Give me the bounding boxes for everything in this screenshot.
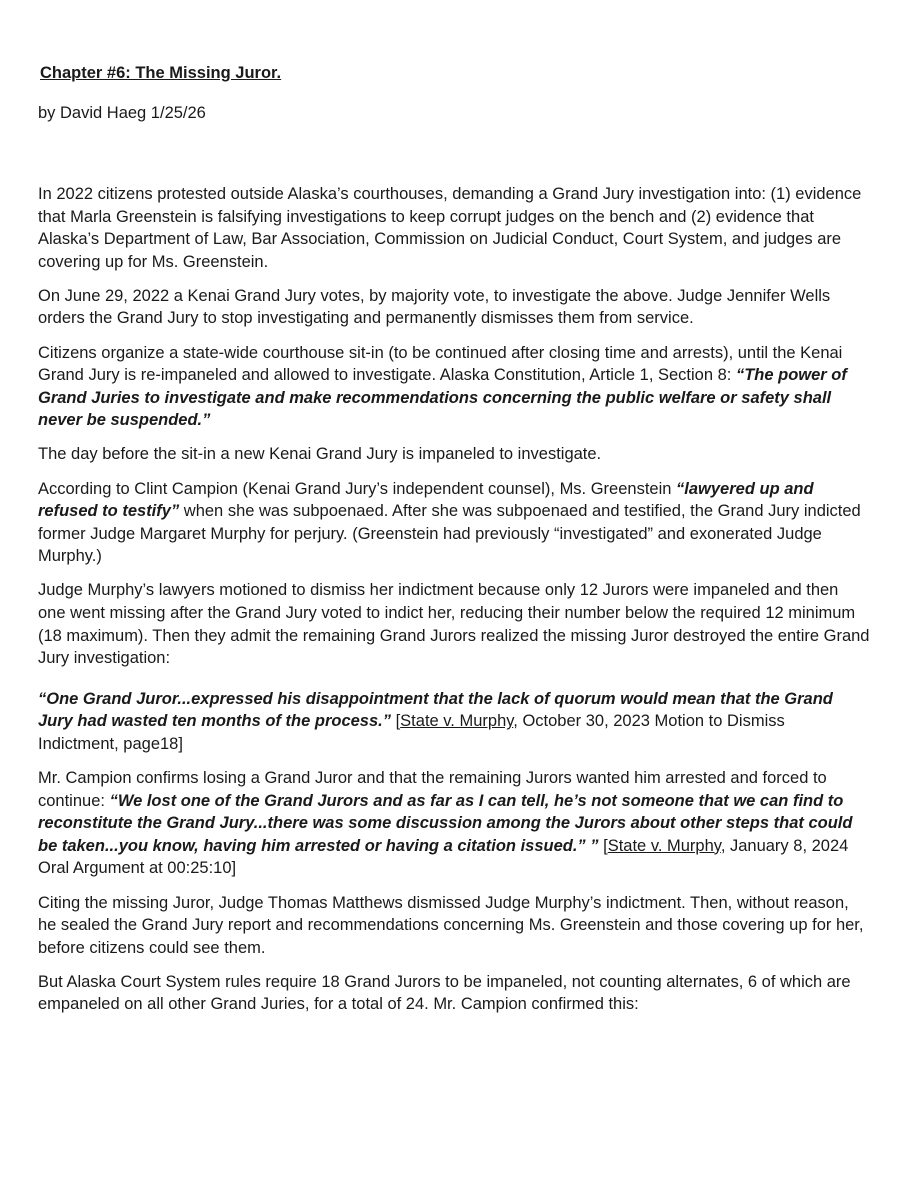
- chapter-title: Chapter #6: The Missing Juror.: [40, 64, 282, 82]
- paragraph-2: On June 29, 2022 a Kenai Grand Jury votes, by majority vote, to investigate the above. Judge Jennifer Wells orders the Grand Jury to stop investigating and permanently dismisses them from service.: [38, 286, 831, 328]
- paragraph-5-text-a: According to Clint Campion (Kenai Grand Jury’s independent counsel), Ms. Greenstein: [38, 479, 677, 498]
- paragraph-4: The day before the sit-in a new Kenai Grand Jury is impaneled to investigate.: [38, 445, 602, 464]
- paragraph-8: [38, 767, 870, 880]
- paragraph-1: In 2022 citizens protested outside Alaska’s courthouses, demanding a Grand Jury investigation into: (1) evidence that Marla Greenstein is falsifying investigations to keep corrupt judges on the bench and (2) evidence that Alaska’s Department of Law, Bar Association, Commission on Judicial Conduct, Court System, and judges are covering up for Ms. Greenstein.: [38, 185, 862, 271]
- citation-rest-1: , October 30, 2023 Motion to Dismiss Indictment, page18]: [38, 712, 785, 753]
- campion-quote: “We lost one of the Grand Jurors and as far as I can tell, he’s not someone that we can find to reconstitute the Grand Jury...there was some discussion among the Jurors about other steps that could be taken...you know, having him arrested or having a citation issued.” ”: [38, 791, 853, 855]
- citation-rest-2: , January 8, 2024 Oral Argument at 00:25:10]: [38, 836, 849, 878]
- paragraph-8-text: Mr. Campion confirms losing a Grand Juror and that the remaining Jurors wanted him arrested and forced to continue:: [38, 769, 827, 810]
- case-citation-2: State v. Murphy: [607, 836, 721, 855]
- lawyered-up-quote: “lawyered up and refused to testify”: [38, 479, 814, 521]
- paragraph-5-text-b: when she was subpoenaed. After she was subpoenaed and testified, the Grand Jury indicted former Judge Margaret Murphy for perjury. (Greenstein had previously “investigated” and exonerated Judge Murphy.): [38, 502, 861, 566]
- citation-gap-2: [: [598, 836, 608, 855]
- case-citation-1: State v. Murphy: [400, 712, 514, 731]
- paragraph-3: [38, 342, 870, 432]
- paragraph-6: Judge Murphy’s lawyers motioned to dismiss her indictment because only 12 Jurors were impaneled and then one went missing after the Grand Jury voted to indict her, reducing their number below the required 12 minimum (18 maximum). Then they admit the remaining Grand Jurors realized the missing Juror destroyed the entire Grand Jury investigation:: [38, 581, 870, 668]
- constitution-quote: “The power of Grand Juries to investigate and make recommendations concerning the public welfare or safety shall never be suspended.”: [38, 366, 847, 430]
- citation-gap-1: [: [391, 712, 401, 731]
- paragraph-10: But Alaska Court System rules require 18 Grand Jurors to be impaneled, not counting alternates, 6 of which are empaneled on all other Grand Juries, for a total of 24. Mr. Campion confirmed this:: [38, 972, 851, 1014]
- paragraph-9: Citing the missing Juror, Judge Thomas Matthews dismissed Judge Murphy’s indictment. Then, without reason, he sealed the Grand Jury report and recommendations concerning Ms. Greenstein and those covering up for her, before citizens could see them.: [38, 893, 864, 957]
- document-body: [38, 183, 870, 1028]
- grand-juror-quote: “One Grand Juror...expressed his disappointment that the lack of quorum would mean that the Grand Jury had wasted ten months of the process.”: [38, 689, 833, 731]
- paragraph-5: [38, 478, 870, 568]
- paragraph-7: [38, 688, 870, 756]
- paragraph-3-text: Citizens organize a state-wide courthouse sit-in (to be continued after closing time and arrests), until the Kenai Grand Jury is re-impaneled and allowed to investigate. Alaska Constitution, Article 1, Section 8:: [38, 343, 843, 385]
- byline: by David Haeg 1/25/26: [38, 104, 206, 122]
